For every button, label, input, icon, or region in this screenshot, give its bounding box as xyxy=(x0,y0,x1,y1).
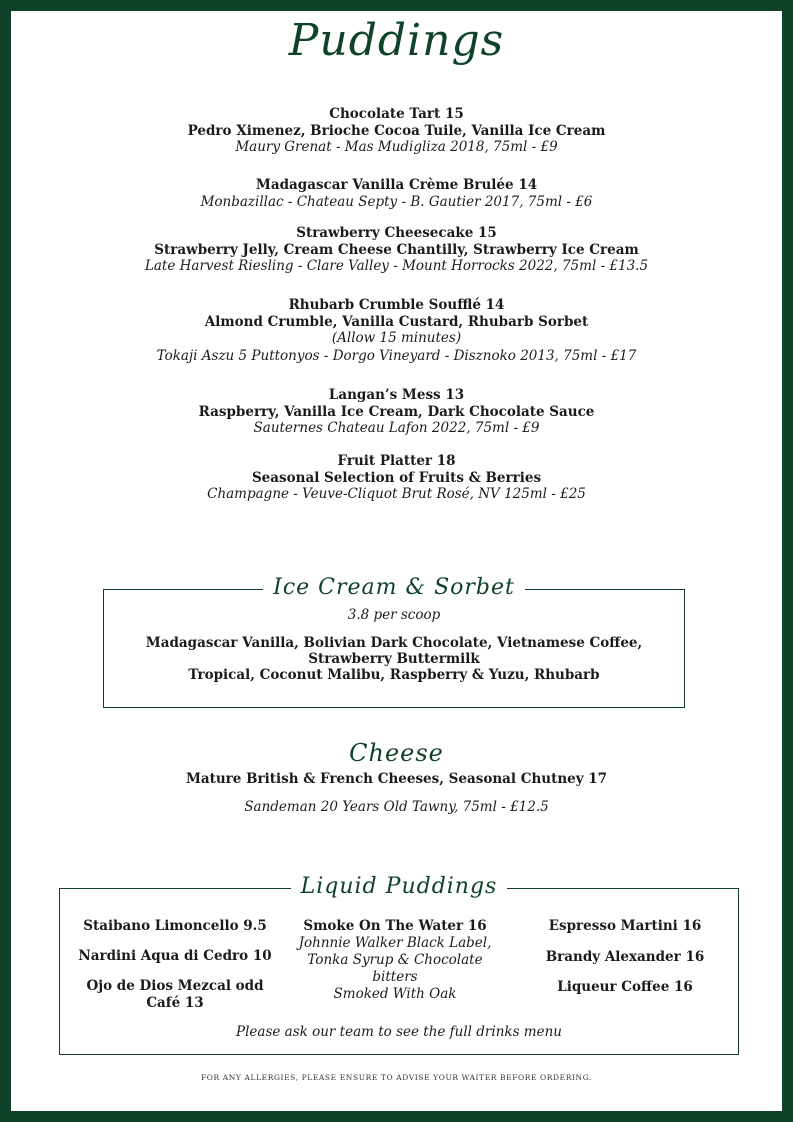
item-pairing: Late Harvest Riesling - Clare Valley - Mount Horrocks 2022, 75ml - £13.5 xyxy=(144,258,649,274)
item-pairing: Tokaji Aszu 5 Puttonyos - Dorgo Vineyard - Disznoko 2013, 75ml - £17 xyxy=(156,347,637,364)
item-description: Pedro Ximenez, Brioche Cocoa Tuile, Vanilla Ice Cream xyxy=(187,122,606,139)
drink-description: Smoked With Oak xyxy=(333,986,457,1002)
item-name: Chocolate Tart 15 xyxy=(329,106,464,122)
menu-item-langans-mess xyxy=(11,387,782,437)
menu-item-rhubarb-souffle xyxy=(11,297,782,364)
liquid-puddings-section xyxy=(59,874,739,1055)
item-pairing: Maury Grenat - Mas Mudigliza 2018, 75ml - £9 xyxy=(235,139,558,155)
ice-cream-flavours-1: Madagascar Vanilla, Bolivian Dark Chocolate, Vietnamese Coffee, Strawberry Buttermilk xyxy=(145,635,643,667)
item-name: Strawberry Cheesecake 15 xyxy=(296,225,497,241)
cheese-pairing: Sandeman 20 Years Old Tawny, 75ml - £12.5 xyxy=(244,799,549,815)
section-title: Ice Cream & Sorbet xyxy=(263,575,525,600)
menu-item-fruit-platter xyxy=(11,453,782,503)
drink-description: Johnnie Walker Black Label, xyxy=(298,935,492,951)
cheese-title: Cheese xyxy=(349,739,444,767)
ice-cream-price: 3.8 per scoop xyxy=(347,607,441,623)
drink-item: Espresso Martini 16 xyxy=(548,918,702,934)
ice-cream-flavours-2: Tropical, Coconut Malibu, Raspberry & Yuzu, Rhubarb xyxy=(188,667,600,683)
item-description: Strawberry Jelly, Cream Cheese Chantilly, Strawberry Ice Cream xyxy=(154,241,639,258)
item-description: Almond Crumble, Vanilla Custard, Rhubarb Sorbet xyxy=(204,313,589,330)
item-pairing: Monbazillac - Chateau Septy - B. Gautier 2017, 75ml - £6 xyxy=(200,193,593,210)
drink-item: Ojo de Dios Mezcal odd Café 13 xyxy=(86,978,264,1011)
menu-item-creme-brulee xyxy=(11,177,782,210)
section-title: Liquid Puddings xyxy=(291,874,508,899)
item-name: Madagascar Vanilla Crème Brulée 14 xyxy=(255,177,538,193)
menu-item-strawberry-cheesecake xyxy=(11,225,782,275)
liquid-middle-column xyxy=(285,918,505,1003)
drink-item: Liqueur Coffee 16 xyxy=(557,979,693,995)
page-title: Puddings xyxy=(288,15,505,66)
cheese-item: Mature British & French Cheeses, Seasonal Chutney 17 xyxy=(185,771,608,787)
item-pairing: Sauternes Chateau Lafon 2022, 75ml - £9 xyxy=(253,420,540,436)
drink-item: Nardini Aqua di Cedro 10 xyxy=(78,948,272,964)
item-name: Langan’s Mess 13 xyxy=(328,387,465,403)
item-name: Fruit Platter 18 xyxy=(337,453,456,469)
drink-item: Smoke On The Water 16 xyxy=(303,918,487,934)
drink-item: Brandy Alexander 16 xyxy=(545,949,705,965)
item-description: Seasonal Selection of Fruits & Berries xyxy=(251,469,542,486)
menu-item-chocolate-tart xyxy=(11,106,782,156)
ice-cream-section xyxy=(103,575,685,708)
item-pairing: Champagne - Veuve-Cliquot Brut Rosé, NV 125ml - £25 xyxy=(207,486,586,502)
drinks-menu-note: Please ask our team to see the full drinks menu xyxy=(236,1024,562,1040)
item-note: (Allow 15 minutes) xyxy=(331,330,462,346)
drink-description: Tonka Syrup & Chocolate bitters xyxy=(307,952,483,985)
drink-item: Staibano Limoncello 9.5 xyxy=(83,918,267,934)
item-description: Raspberry, Vanilla Ice Cream, Dark Chocolate Sauce xyxy=(198,403,595,420)
allergy-footer: FOR ANY ALLERGIES, PLEASE ENSURE TO ADVISE YOUR WAITER BEFORE ORDERING. xyxy=(200,1073,593,1082)
item-name: Rhubarb Crumble Soufflé 14 xyxy=(288,297,505,313)
